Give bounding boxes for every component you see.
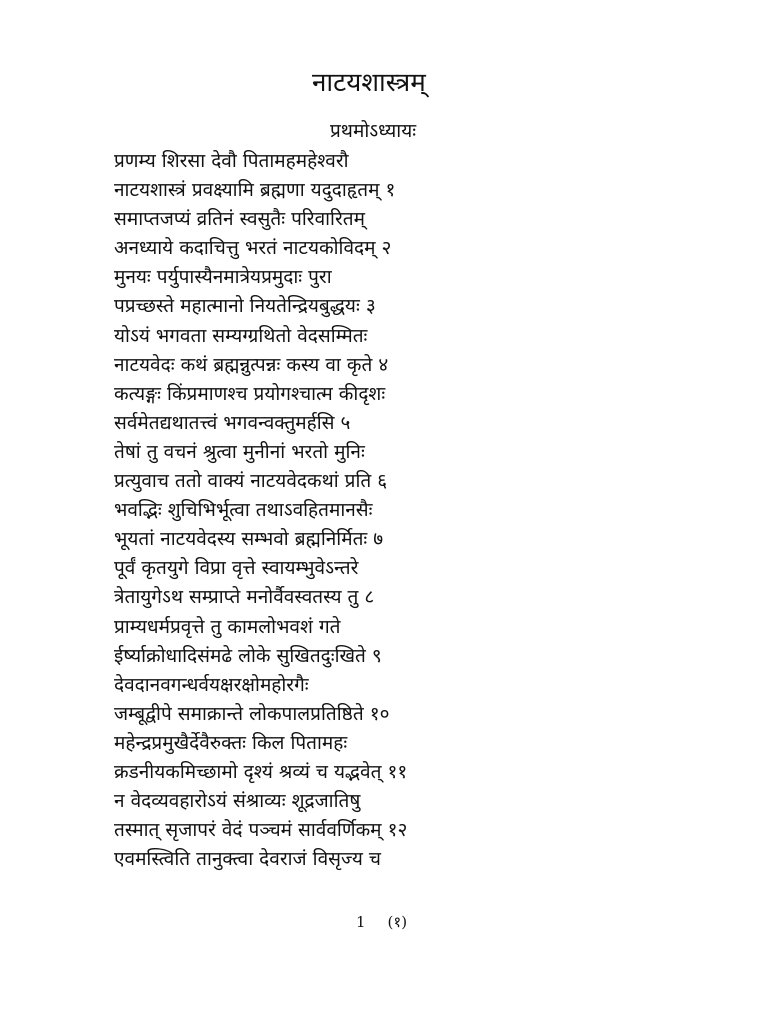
page-number: 1 xyxy=(356,913,366,931)
verse-line: एवमस्त्विति तानुक्त्वा देवराजं विसृज्य च xyxy=(114,848,381,871)
verse-line: तस्मात् सृजापरं वेदं पञ्चमं सार्ववर्णिकम् १२ xyxy=(114,819,408,842)
verse-line: सर्वमेतद्यथातत्त्वं भगवन्वक्तुमर्हसि ५ xyxy=(114,411,351,434)
verse-line: प्रत्युवाच ततो वाक्यं नाटयवेदकथां प्रति ६ xyxy=(114,470,388,493)
verse-line: न वेदव्यवहारोऽयं संश्राव्यः शूद्रजातिषु xyxy=(114,790,361,813)
verse-line: देवदानवगन्धर्वयक्षरक्षोमहोरगैः xyxy=(114,673,309,696)
page-number-devanagari: (१) xyxy=(387,913,408,931)
chapter-heading: प्रथमोऽध्यायः xyxy=(330,120,417,142)
verse-line: भूयतां नाटयवेदस्य सम्भवो ब्रह्मनिर्मितः ७ xyxy=(114,528,384,551)
verse-line: जम्बूद्वीपे समाक्रान्ते लोकपालप्रतिष्ठिते १० xyxy=(114,702,390,725)
verse-line: क्रडनीयकमिच्छामो दृश्यं श्रव्यं च यद्भवेत् ११ xyxy=(114,760,408,783)
verse-line: पप्रच्छस्ते महात्मानो नियतेन्द्रियबुद्धयः ३ xyxy=(114,295,376,318)
verse-line: समाप्तजप्यं व्रतिनं स्वसुतैः परिवारितम् xyxy=(114,208,365,231)
verse-line: ईर्ष्याक्रोधादिसंमढे लोके सुखितदुःखिते ९ xyxy=(114,644,382,667)
verse-list xyxy=(114,147,634,874)
verse-line: अनध्याये कदाचित्तु भरतं नाटयकोविदम् २ xyxy=(114,237,392,260)
verse-line: नाटयशास्त्रं प्रवक्ष्यामि ब्रह्मणा यदुदाहृतम् १ xyxy=(114,179,396,202)
verse-line: प्राम्यधर्मप्रवृत्ते तु कामलोभवशं गते xyxy=(114,615,341,638)
verse-line: कत्यङ्गः किंप्रमाणश्च प्रयोगश्चात्म कीदृशः xyxy=(114,382,386,405)
verse-line: योऽयं भगवता सम्यग्ग्रथितो वेदसम्मितः xyxy=(114,324,368,347)
verse-line: भवद्भिः शुचिभिर्भूत्वा तथाऽवहितमानसैः xyxy=(114,499,373,522)
verse-line: मुनयः पर्युपास्यैनमात्रेयप्रमुदाः पुरा xyxy=(114,266,332,289)
page-footer xyxy=(356,912,407,932)
verse-line: महेन्द्रप्रमुखैर्देवैरुक्तः किल पितामहः xyxy=(114,731,348,754)
verse-line: नाटयवेदः कथं ब्रह्मन्नुत्पन्नः कस्य वा कृते ४ xyxy=(114,353,389,376)
verse-line: पूर्वं कृतयुगे विप्रा वृत्ते स्वायम्भुवेऽन्तरे xyxy=(114,557,359,580)
document-title: नाटयशास्त्रम् xyxy=(312,68,426,98)
verse-line: तेषां तु वचनं श्रुत्वा मुनीनां भरतो मुनिः xyxy=(114,440,365,463)
verse-line: प्रणम्य शिरसा देवौ पितामहमहेश्वरौ xyxy=(114,150,349,172)
verse-line: त्रेतायुगेऽथ सम्प्राप्ते मनोर्वैवस्वतस्य तु ८ xyxy=(114,586,375,609)
